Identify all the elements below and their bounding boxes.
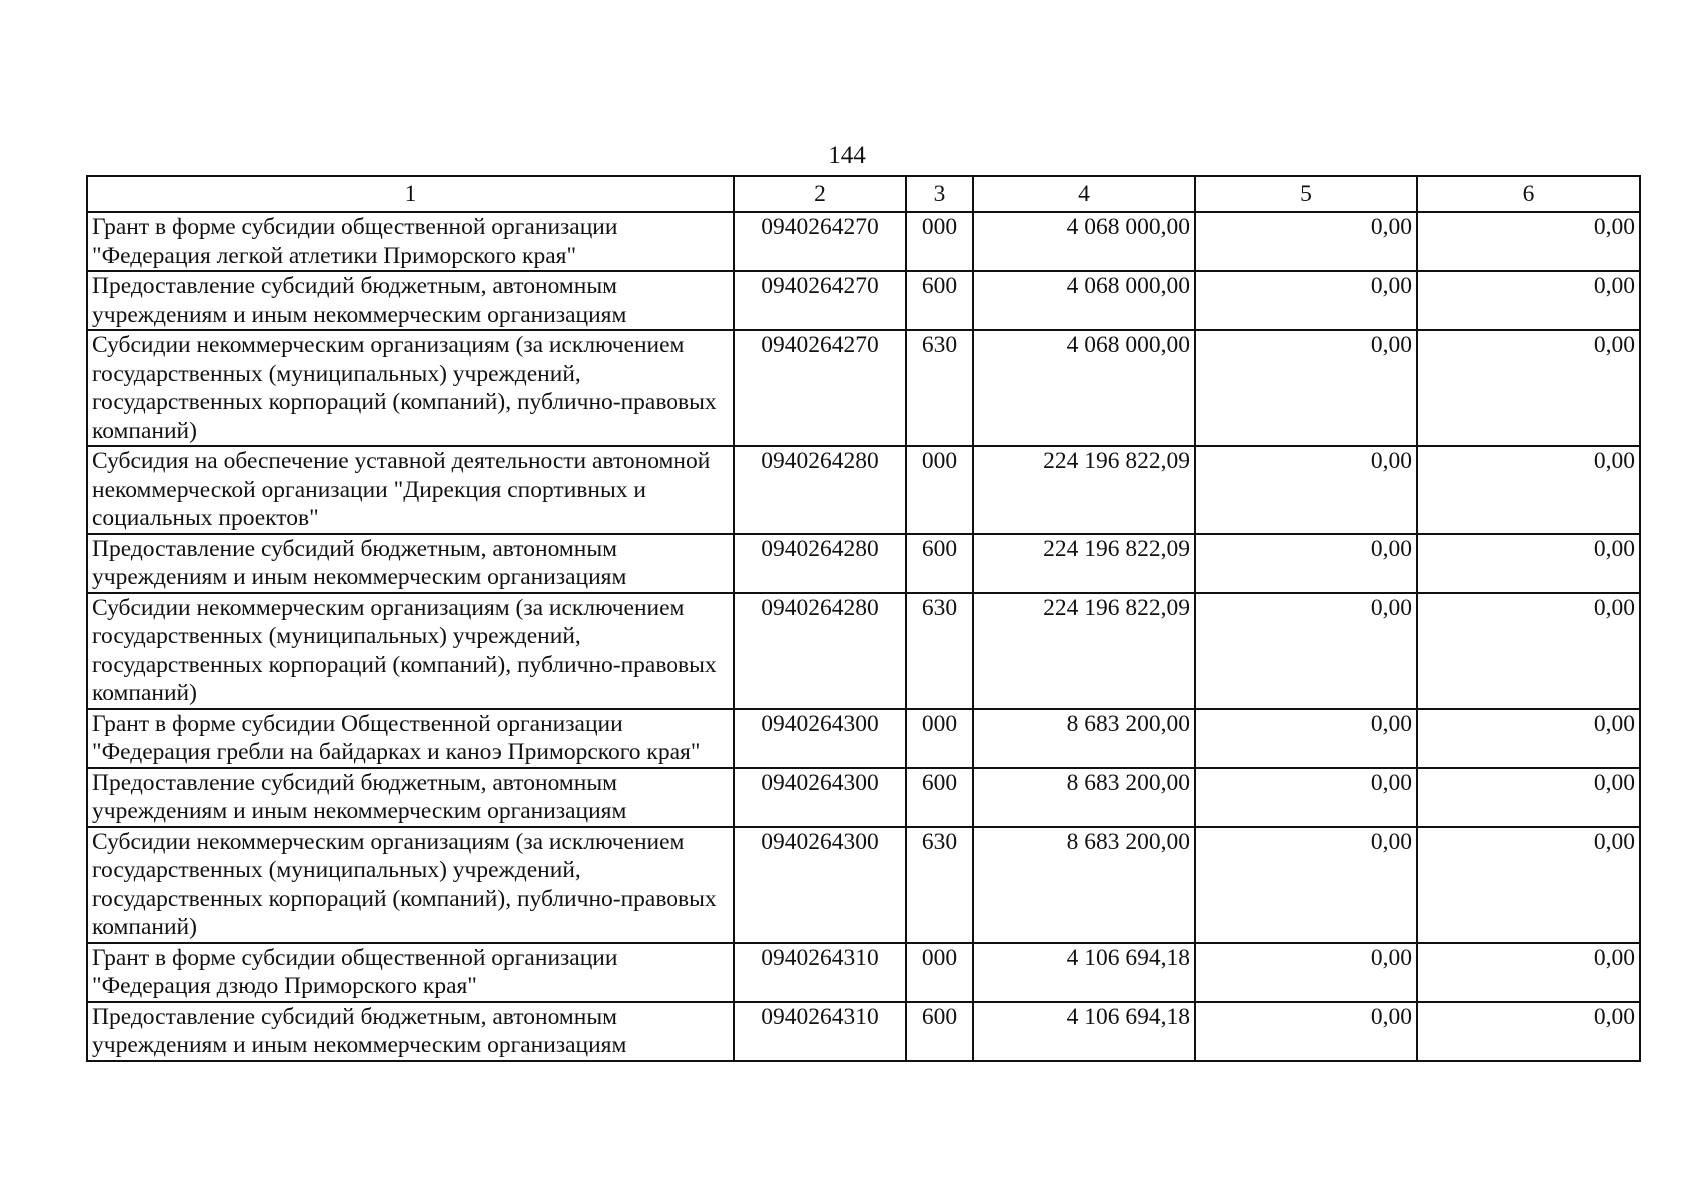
table-row [87,271,1640,330]
row-name-cell: Субсидии некоммерческим организациям (за исключением государственных (муниципальных) учреждений, государственных корпораций (компаний), публично-правовых компаний) [87,827,734,943]
column-header: 2 [734,176,906,212]
table-row [87,827,1640,943]
table-row [87,1002,1640,1061]
expense-type-cell: 600 [906,1002,973,1061]
expense-type-cell: 000 [906,212,973,271]
target-code-cell: 0940264300 [734,709,906,768]
amount-col6-cell: 0,00 [1417,943,1640,1002]
column-header: 6 [1417,176,1640,212]
amount-col6-cell: 0,00 [1417,330,1640,446]
table-row [87,943,1640,1002]
target-code-cell: 0940264270 [734,330,906,446]
amount-col5-cell: 0,00 [1195,827,1417,943]
table-row [87,593,1640,709]
target-code-cell: 0940264300 [734,768,906,827]
table-row [87,212,1640,271]
expense-type-cell: 000 [906,709,973,768]
amount-col5-cell: 0,00 [1195,534,1417,593]
amount-col6-cell: 0,00 [1417,534,1640,593]
target-code-cell: 0940264280 [734,446,906,534]
table-row [87,768,1640,827]
amount-col4-cell: 4 068 000,00 [973,271,1195,330]
table-row [87,330,1640,446]
amount-col4-cell: 4 068 000,00 [973,212,1195,271]
expense-type-cell: 600 [906,768,973,827]
amount-col6-cell: 0,00 [1417,768,1640,827]
expense-type-cell: 600 [906,534,973,593]
amount-col6-cell: 0,00 [1417,212,1640,271]
column-header: 4 [973,176,1195,212]
amount-col5-cell: 0,00 [1195,709,1417,768]
amount-col4-cell: 8 683 200,00 [973,768,1195,827]
amount-col4-cell: 4 068 000,00 [973,330,1195,446]
amount-col4-cell: 4 106 694,18 [973,1002,1195,1061]
row-name-cell: Предоставление субсидий бюджетным, автономным учреждениям и иным некоммерческим организациям [87,534,734,593]
target-code-cell: 0940264310 [734,943,906,1002]
page-number: 144 [828,142,866,169]
amount-col6-cell: 0,00 [1417,827,1640,943]
table-header-row [87,176,1640,212]
expense-type-cell: 000 [906,943,973,1002]
row-name-cell: Предоставление субсидий бюджетным, автономным учреждениям и иным некоммерческим организациям [87,1002,734,1061]
amount-col4-cell: 8 683 200,00 [973,709,1195,768]
target-code-cell: 0940264280 [734,534,906,593]
amount-col5-cell: 0,00 [1195,330,1417,446]
row-name-cell: Грант в форме субсидии Общественной организации "Федерация гребли на байдарках и каноэ Приморского края" [87,709,734,768]
amount-col5-cell: 0,00 [1195,593,1417,709]
row-name-cell: Грант в форме субсидии общественной организации "Федерация дзюдо Приморского края" [87,943,734,1002]
target-code-cell: 0940264300 [734,827,906,943]
table-row [87,709,1640,768]
column-header: 3 [906,176,973,212]
amount-col6-cell: 0,00 [1417,271,1640,330]
amount-col5-cell: 0,00 [1195,943,1417,1002]
amount-col6-cell: 0,00 [1417,1002,1640,1061]
table-row [87,446,1640,534]
amount-col5-cell: 0,00 [1195,271,1417,330]
amount-col4-cell: 224 196 822,09 [973,593,1195,709]
target-code-cell: 0940264280 [734,593,906,709]
row-name-cell: Предоставление субсидий бюджетным, автономным учреждениям и иным некоммерческим организациям [87,271,734,330]
amount-col5-cell: 0,00 [1195,446,1417,534]
amount-col5-cell: 0,00 [1195,768,1417,827]
row-name-cell: Субсидии некоммерческим организациям (за исключением государственных (муниципальных) учреждений, государственных корпораций (компаний), публично-правовых компаний) [87,593,734,709]
expense-type-cell: 630 [906,827,973,943]
target-code-cell: 0940264270 [734,212,906,271]
table-row [87,534,1640,593]
row-name-cell: Предоставление субсидий бюджетным, автономным учреждениям и иным некоммерческим организациям [87,768,734,827]
amount-col4-cell: 224 196 822,09 [973,534,1195,593]
amount-col6-cell: 0,00 [1417,709,1640,768]
budget-table [86,175,1641,1062]
target-code-cell: 0940264310 [734,1002,906,1061]
amount-col5-cell: 0,00 [1195,1002,1417,1061]
amount-col6-cell: 0,00 [1417,593,1640,709]
amount-col4-cell: 8 683 200,00 [973,827,1195,943]
column-header: 1 [87,176,734,212]
expense-type-cell: 000 [906,446,973,534]
target-code-cell: 0940264270 [734,271,906,330]
amount-col5-cell: 0,00 [1195,212,1417,271]
row-name-cell: Грант в форме субсидии общественной организации "Федерация легкой атлетики Приморского края" [87,212,734,271]
row-name-cell: Субсидия на обеспечение уставной деятельности автономной некоммерческой организации "Дирекция спортивных и социальных проектов" [87,446,734,534]
expense-type-cell: 630 [906,330,973,446]
expense-type-cell: 630 [906,593,973,709]
amount-col4-cell: 224 196 822,09 [973,446,1195,534]
column-header: 5 [1195,176,1417,212]
expense-type-cell: 600 [906,271,973,330]
amount-col4-cell: 4 106 694,18 [973,943,1195,1002]
row-name-cell: Субсидии некоммерческим организациям (за исключением государственных (муниципальных) учреждений, государственных корпораций (компаний), публично-правовых компаний) [87,330,734,446]
amount-col6-cell: 0,00 [1417,446,1640,534]
